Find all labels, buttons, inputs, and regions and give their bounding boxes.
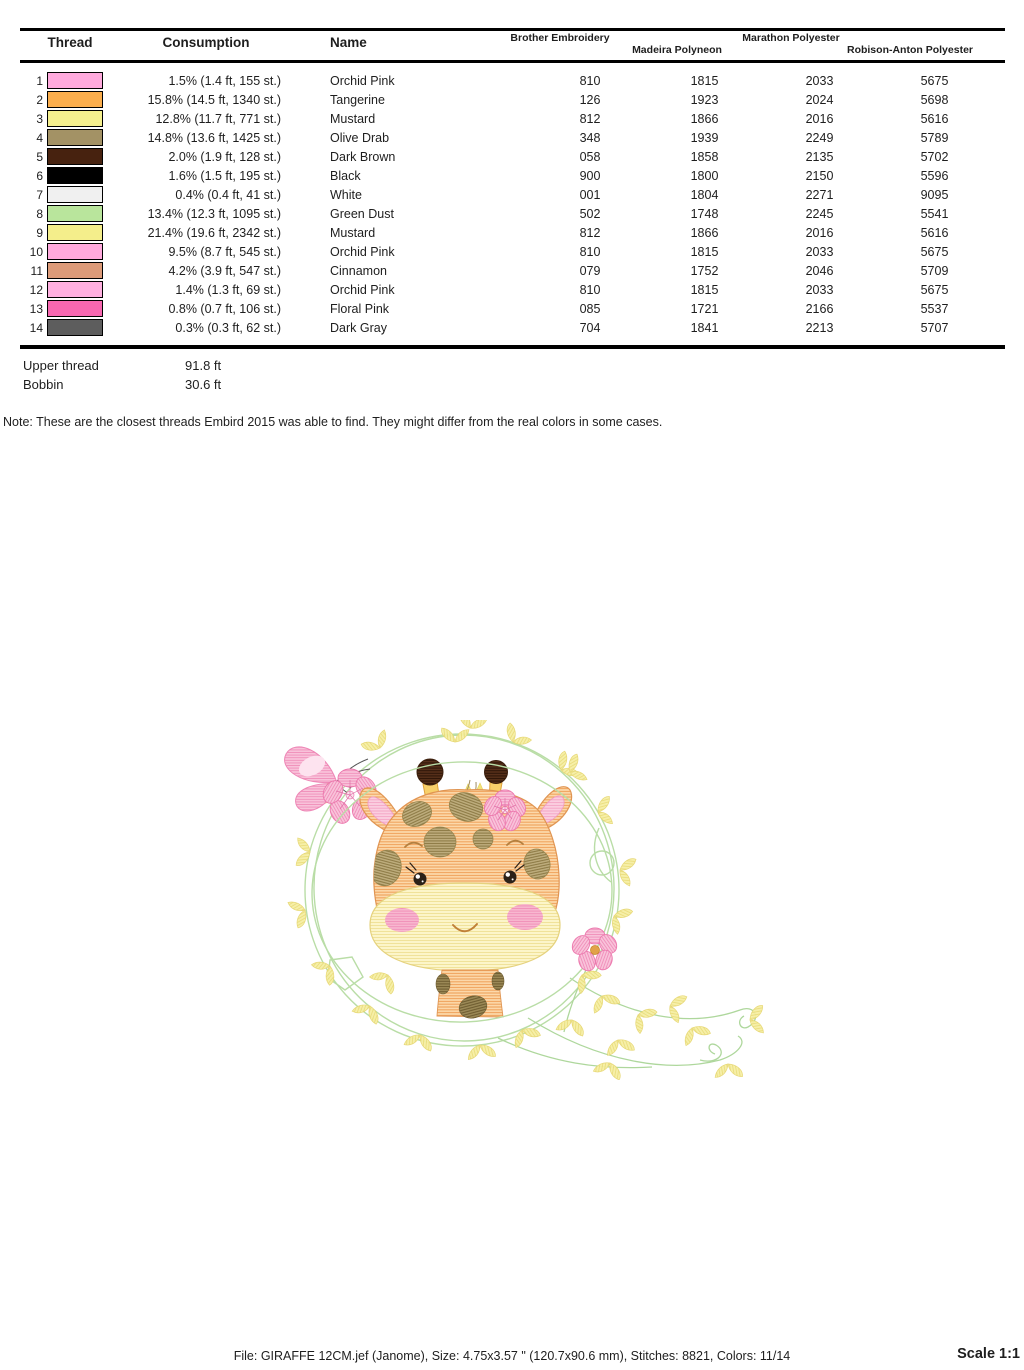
table-row: [20, 299, 1005, 318]
thread-index: 11: [30, 263, 43, 278]
table-row: [20, 166, 1005, 185]
col-header-brother: Brother Embroidery: [510, 32, 610, 44]
robison-code: 5537: [920, 301, 949, 316]
upper-thread-label: Upper thread: [23, 358, 99, 373]
thread-name: Floral Pink: [330, 301, 390, 316]
brother-code: 810: [579, 282, 601, 297]
thread-color-swatch: [47, 129, 103, 146]
marathon-code: 2213: [805, 320, 834, 335]
thread-index: 2: [36, 92, 43, 107]
madeira-code: 1815: [690, 282, 719, 297]
thread-color-swatch: [47, 300, 103, 317]
col-header-thread: Thread: [47, 35, 93, 50]
thread-name: Olive Drab: [330, 130, 390, 145]
robison-code: 9095: [920, 187, 949, 202]
consumption-value: 13.4% (12.3 ft, 1095 st.): [147, 206, 281, 221]
thread-index: 6: [36, 168, 43, 183]
table-row: [20, 242, 1005, 261]
madeira-code: 1866: [690, 225, 719, 240]
madeira-code: 1815: [690, 73, 719, 88]
brother-code: 085: [579, 301, 601, 316]
thread-index: 5: [36, 149, 43, 164]
marathon-code: 2046: [805, 263, 834, 278]
table-row: [20, 147, 1005, 166]
consumption-value: 1.6% (1.5 ft, 195 st.): [168, 168, 281, 183]
table-row: [20, 223, 1005, 242]
thread-name: Orchid Pink: [330, 244, 395, 259]
consumption-value: 1.4% (1.3 ft, 69 st.): [175, 282, 281, 297]
thread-index: 1: [36, 73, 43, 88]
bobbin-label: Bobbin: [23, 377, 64, 392]
vine-trails: [498, 952, 756, 1068]
madeira-code: 1815: [690, 244, 719, 259]
thread-color-swatch: [47, 262, 103, 279]
robison-code: 5675: [920, 73, 949, 88]
table-header-rule: [20, 60, 1005, 63]
consumption-value: 9.5% (8.7 ft, 545 st.): [168, 244, 281, 259]
madeira-code: 1923: [690, 92, 719, 107]
madeira-code: 1721: [690, 301, 719, 316]
marathon-code: 2166: [805, 301, 834, 316]
madeira-code: 1841: [690, 320, 719, 335]
thread-color-swatch: [47, 91, 103, 108]
robison-code: 5616: [920, 225, 949, 240]
consumption-value: 0.3% (0.3 ft, 62 st.): [175, 320, 281, 335]
robison-code: 5709: [920, 263, 949, 278]
robison-code: 5541: [920, 206, 949, 221]
thread-name: Dark Gray: [330, 320, 387, 335]
marathon-code: 2033: [805, 73, 834, 88]
marathon-code: 2024: [805, 92, 834, 107]
robison-code: 5707: [920, 320, 949, 335]
brother-code: 079: [579, 263, 601, 278]
madeira-code: 1858: [690, 149, 719, 164]
brother-code: 058: [579, 149, 601, 164]
brother-code: 810: [579, 244, 601, 259]
brother-code: 900: [579, 168, 601, 183]
consumption-value: 0.8% (0.7 ft, 106 st.): [168, 301, 281, 316]
marathon-code: 2249: [805, 130, 834, 145]
robison-code: 5789: [920, 130, 949, 145]
brother-code: 502: [579, 206, 601, 221]
consumption-value: 4.2% (3.9 ft, 547 st.): [168, 263, 281, 278]
brother-code: 812: [579, 225, 601, 240]
thread-index: 9: [36, 225, 43, 240]
robison-code: 5675: [920, 244, 949, 259]
thread-name: Tangerine: [330, 92, 385, 107]
thread-name: Dark Brown: [330, 149, 396, 164]
madeira-code: 1748: [690, 206, 719, 221]
thread-name: Orchid Pink: [330, 73, 395, 88]
marathon-code: 2016: [805, 225, 834, 240]
upper-thread-value: 91.8 ft: [185, 358, 222, 373]
col-header-consumption: Consumption: [162, 35, 250, 50]
thread-color-swatch: [47, 110, 103, 127]
table-row: [20, 90, 1005, 109]
col-header-robison: Robison-Anton Polyester: [846, 44, 973, 56]
marathon-code: 2245: [805, 206, 834, 221]
brother-code: 812: [579, 111, 601, 126]
thread-index: 12: [29, 282, 43, 297]
consumption-value: 21.4% (19.6 ft, 2342 st.): [147, 225, 281, 240]
thread-name: Orchid Pink: [330, 282, 395, 297]
note-text: Note: These are the closest threads Embird 2015 was able to find. They might differ from the real colors in some cases.: [3, 415, 663, 429]
thread-color-swatch: [47, 224, 103, 241]
madeira-code: 1866: [690, 111, 719, 126]
marathon-code: 2016: [805, 111, 834, 126]
table-top-rule: [20, 28, 1005, 31]
marathon-code: 2135: [805, 149, 834, 164]
madeira-code: 1804: [690, 187, 719, 202]
robison-code: 5616: [920, 111, 949, 126]
thread-name: Mustard: [330, 225, 376, 240]
thread-color-swatch: [47, 319, 103, 336]
thread-color-swatch: [47, 205, 103, 222]
thread-index: 14: [29, 320, 43, 335]
thread-index: 7: [36, 187, 43, 202]
marathon-code: 2150: [805, 168, 834, 183]
thread-index: 4: [36, 130, 43, 145]
marathon-code: 2033: [805, 244, 834, 259]
madeira-code: 1939: [690, 130, 719, 145]
brother-code: 810: [579, 73, 601, 88]
robison-code: 5596: [920, 168, 949, 183]
consumption-value: 15.8% (14.5 ft, 1340 st.): [147, 92, 281, 107]
thread-name: Mustard: [330, 111, 376, 126]
thread-color-swatch: [47, 186, 103, 203]
thread-name: Cinnamon: [330, 263, 387, 278]
thread-color-swatch: [47, 167, 103, 184]
thread-index: 8: [36, 206, 43, 221]
brother-code: 704: [579, 320, 601, 335]
thread-color-swatch: [47, 281, 103, 298]
table-row: [20, 280, 1005, 299]
bobbin-value: 30.6 ft: [185, 377, 222, 392]
table-row: [20, 71, 1005, 90]
thread-table: [20, 71, 1005, 337]
table-row: [20, 204, 1005, 223]
thread-index: 10: [29, 244, 43, 259]
thread-name: Green Dust: [330, 206, 394, 221]
file-info: File: GIRAFFE 12CM.jef (Janome), Size: 4.75x3.57 " (120.7x90.6 mm), Stitches: 8821, Colors: 11/14: [233, 1349, 791, 1363]
thread-color-swatch: [47, 148, 103, 165]
consumption-value: 14.8% (13.6 ft, 1425 st.): [147, 130, 281, 145]
marathon-code: 2271: [805, 187, 834, 202]
embroidery-preview-giraffe: [270, 720, 770, 1080]
table-bottom-rule: [20, 345, 1005, 349]
scale-label: Scale 1:1: [957, 1346, 1020, 1362]
thread-index: 3: [36, 111, 43, 126]
consumption-value: 2.0% (1.9 ft, 128 st.): [168, 149, 281, 164]
thread-name: Black: [330, 168, 361, 183]
robison-code: 5702: [920, 149, 949, 164]
table-row: [20, 185, 1005, 204]
thread-name: White: [330, 187, 362, 202]
robison-code: 5698: [920, 92, 949, 107]
consumption-value: 1.5% (1.4 ft, 155 st.): [168, 73, 281, 88]
col-header-name: Name: [330, 35, 367, 50]
madeira-code: 1800: [690, 168, 719, 183]
thread-index: 13: [29, 301, 43, 316]
table-row: [20, 109, 1005, 128]
robison-code: 5675: [920, 282, 949, 297]
brother-code: 001: [579, 187, 601, 202]
table-row: [20, 318, 1005, 337]
consumption-value: 12.8% (11.7 ft, 771 st.): [155, 111, 281, 126]
col-header-madeira: Madeira Polyneon: [632, 44, 722, 56]
consumption-value: 0.4% (0.4 ft, 41 st.): [175, 187, 281, 202]
table-row: [20, 128, 1005, 147]
col-header-marathon: Marathon Polyester: [742, 32, 840, 44]
brother-code: 348: [579, 130, 601, 145]
table-row: [20, 261, 1005, 280]
thread-color-swatch: [47, 243, 103, 260]
madeira-code: 1752: [690, 263, 719, 278]
thread-color-swatch: [47, 72, 103, 89]
brother-code: 126: [579, 92, 601, 107]
marathon-code: 2033: [805, 282, 834, 297]
